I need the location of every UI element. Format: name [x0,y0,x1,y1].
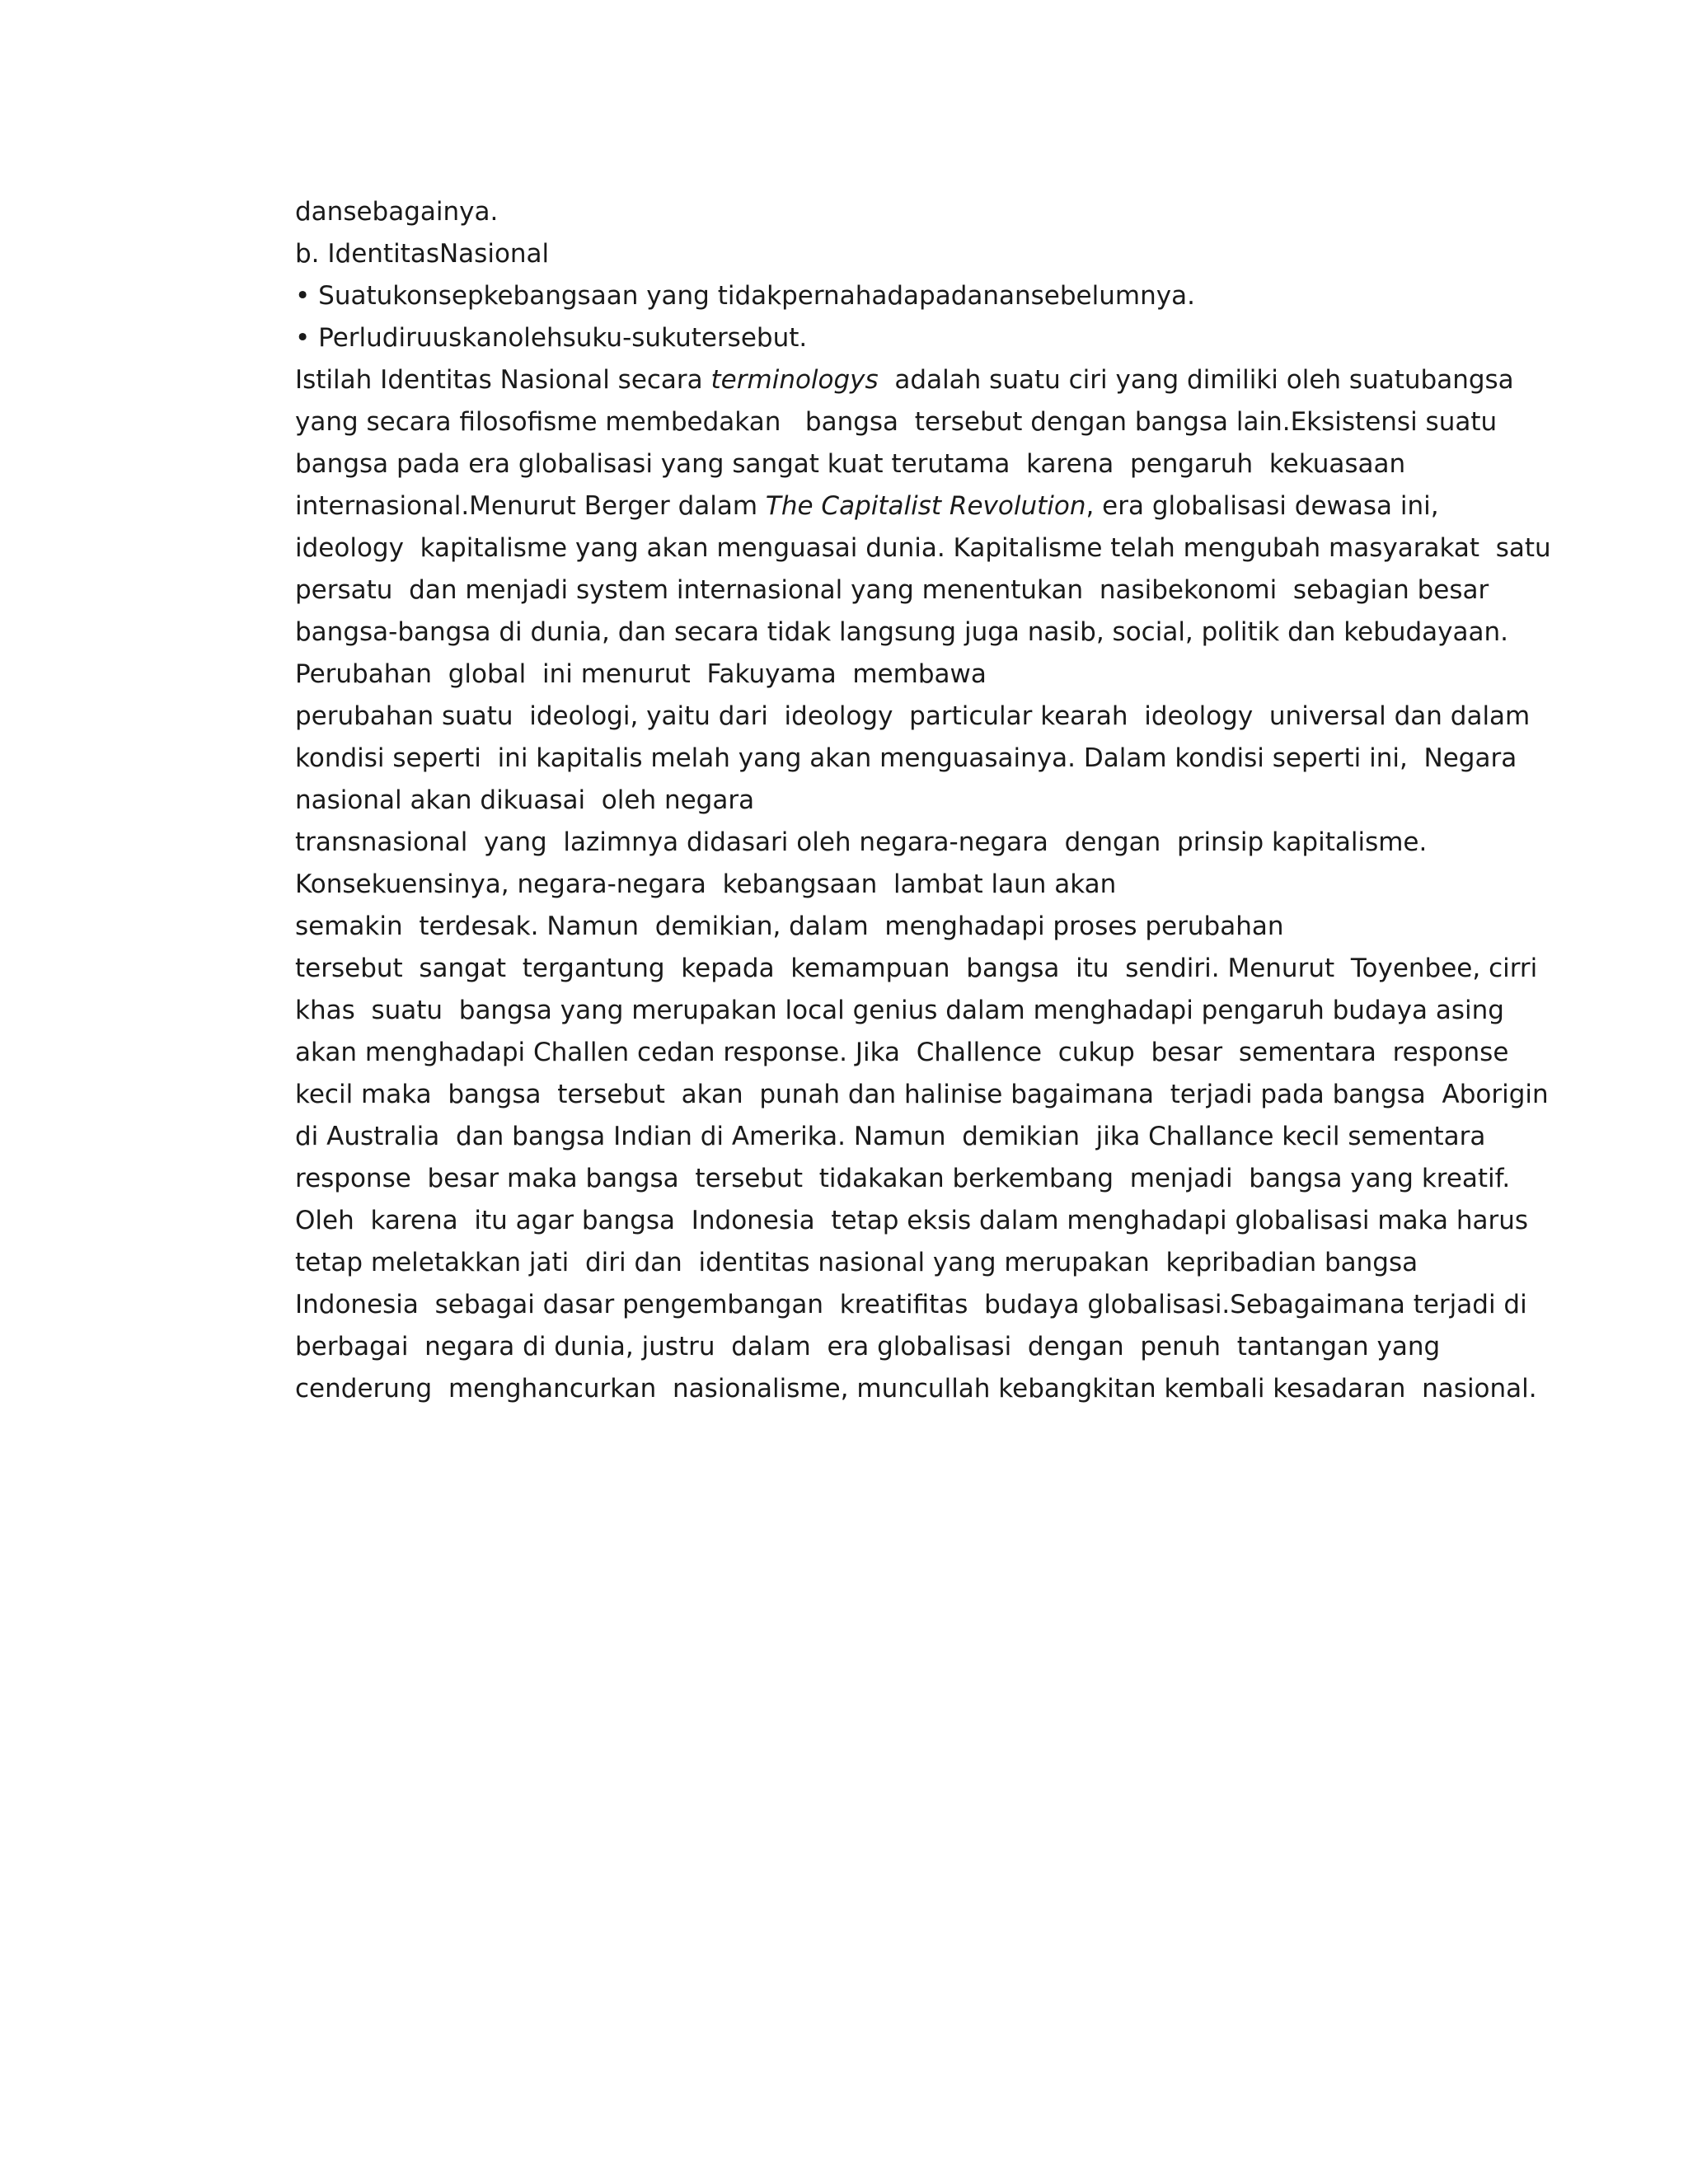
text-run: internasional.Menurut Berger dalam [295,491,766,521]
text-run: , era globalisasi dewasa ini, [1085,491,1439,521]
text-line: berbagai negara di dunia, justru dalam era globalisasi dengan penuh tantangan yang [295,1332,1441,1361]
text-line: tersebut sangat tergantung kepada kemampuan bangsa itu sendiri. Menurut Toyenbee, cirri [295,954,1538,983]
bullet-item: • Suatukonsepkebangsaan yang tidakpernahadapadanansebelumnya. [295,281,1195,311]
text-line [295,485,1498,527]
bullet-item: • Perludiruuskanolehsuku-sukutersebut. [295,323,808,353]
text-line: bangsa pada era globalisasi yang sangat kuat terutama karena pengaruh kekuasaan [295,449,1406,479]
text-line: perubahan suatu ideologi, yaitu dari ideology particular kearah ideology universal dan dalam [295,701,1531,731]
text-line: khas suatu bangsa yang merupakan local genius dalam menghadapi pengaruh budaya asing [295,996,1504,1025]
text-line: transnasional yang lazimnya didasari oleh negara-negara dengan prinsip kapitalisme. [295,827,1428,857]
text-line: kecil maka bangsa tersebut akan punah dan halinise bagaimana terjadi pada bangsa Aborigin [295,1080,1549,1109]
section-heading: b. IdentitasNasional [295,239,550,269]
document-body [295,191,1551,1410]
text-line: bangsa-bangsa di dunia, dan secara tidak langsung juga nasib, social, politik dan kebudayaan. [295,617,1509,647]
text-run: adalah suatu ciri yang dimiliki oleh suatubangsa [878,365,1514,395]
text-line: persatu dan menjadi system internasional yang menentukan nasibekonomi sebagian besar [295,575,1489,605]
text-line: semakin terdesak. Namun demikian, dalam menghadapi proses perubahan [295,912,1284,941]
italic-term: terminologys [710,365,879,395]
text-line: cenderung menghancurkan nasionalisme, muncullah kebangkitan kembali kesadaran nasional. [295,1374,1537,1404]
text-line [295,359,1514,401]
text-line: Perubahan global ini menurut Fakuyama membawa [295,659,987,689]
text-line: Konsekuensinya, negara-negara kebangsaan lambat laun akan [295,869,1117,899]
text-line: kondisi seperti ini kapitalis melah yang akan menguasainya. Dalam kondisi seperti ini, Negara [295,743,1517,773]
text-line: nasional akan dikuasai oleh negara [295,785,755,815]
text-line: di Australia dan bangsa Indian di Amerika. Namun demikian jika Challance kecil sementara [295,1122,1486,1151]
text-line: Indonesia sebagai dasar pengembangan kreatifitas budaya globalisasi.Sebagaimana terjadi di [295,1290,1527,1319]
text-line: Oleh karena itu agar bangsa Indonesia tetap eksis dalam menghadapi globalisasi maka harus [295,1206,1529,1235]
text-line: ideology kapitalisme yang akan menguasai dunia. Kapitalisme telah mengubah masyarakat satu [295,533,1551,563]
text-line: tetap meletakkan jati diri dan identitas nasional yang merupakan kepribadian bangsa [295,1248,1418,1277]
text-line: akan menghadapi Challen cedan response. Jika Challence cukup besar sementara response [295,1038,1509,1067]
italic-book-title: The Capitalist Revolution [765,491,1086,521]
text-line: dansebagainya. [295,197,499,227]
text-line: response besar maka bangsa tersebut tidakakan berkembang menjadi bangsa yang kreatif. [295,1164,1511,1193]
text-line: yang secara filosofisme membedakan bangsa tersebut dengan bangsa lain.Eksistensi suatu [295,407,1498,437]
text-run: Istilah Identitas Nasional secara [295,365,711,395]
